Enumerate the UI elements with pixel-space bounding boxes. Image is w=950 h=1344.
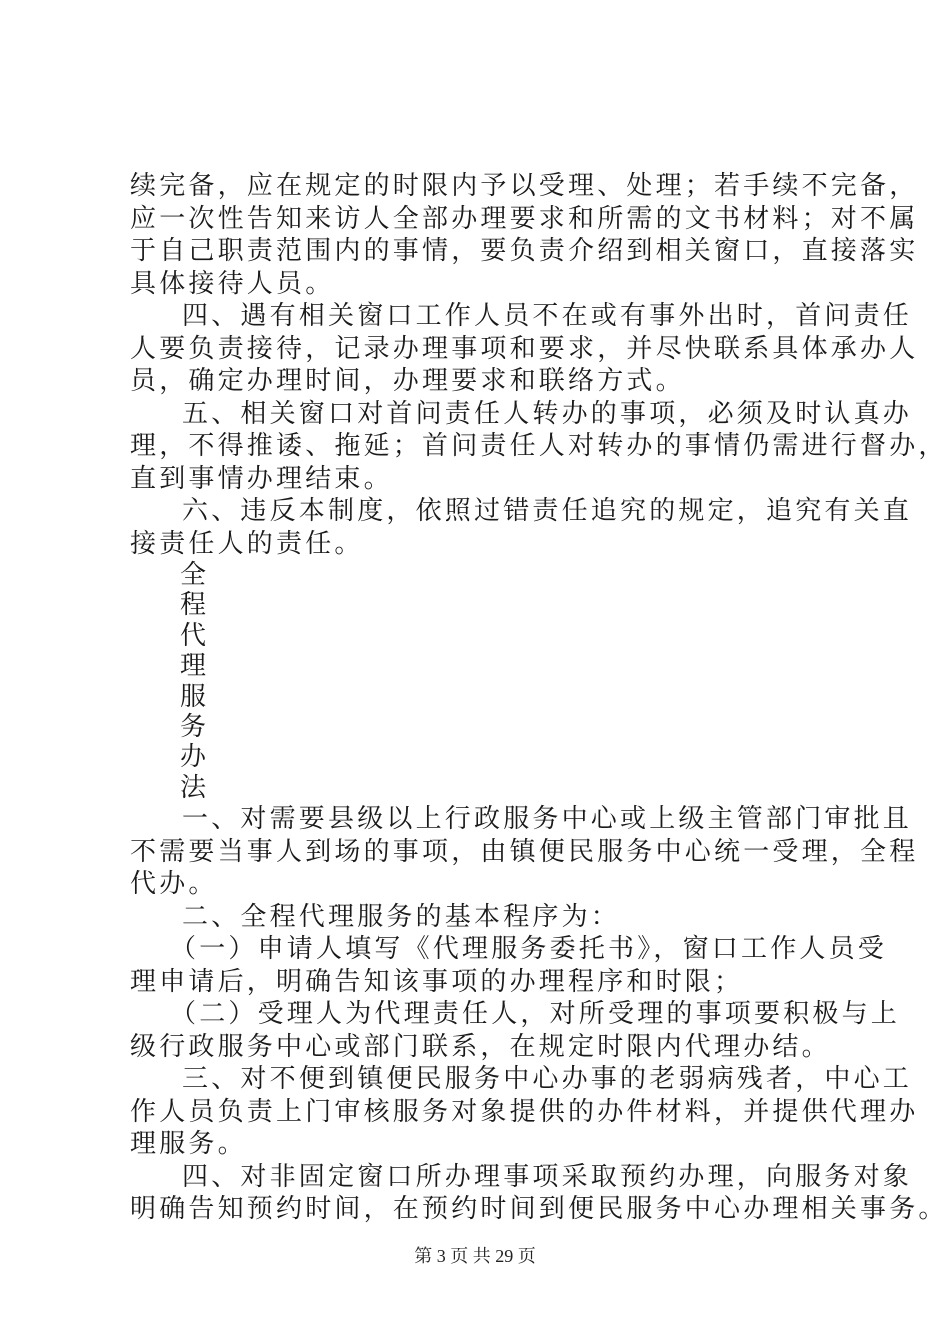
paragraph-line: 三、对不便到镇便民服务中心办事的老弱病残者，中心工 (182, 1064, 913, 1095)
paragraph-line: 一、对需要县级以上行政服务中心或上级主管部门审批且 (182, 804, 913, 835)
document-body (130, 170, 948, 1226)
paragraph-line: 于自己职责范围内的事情，要负责介绍到相关窗口，直接落实 (130, 236, 919, 266)
paragraph-line: 四、对非固定窗口所办理事项采取预约办理，向服务对象 (182, 1161, 913, 1192)
paragraph-line: 明确告知预约时间，在预约时间到便民服务中心办理相关事务。 (130, 1194, 948, 1225)
paragraph-line: 应一次性告知来访人全部办理要求和所需的文书材料；对不属 (130, 203, 919, 234)
paragraph-line: 理，不得推诿、拖延；首问责任人对转办的事情仍需进行督办， (130, 431, 948, 461)
vertical-title-char: 服 (180, 681, 207, 712)
paragraph-line: 四、遇有相关窗口工作人员不在或有事外出时，首问责任 (182, 301, 913, 331)
section-first-inquiry-rules (130, 170, 948, 560)
paragraph-line: 作人员负责上门审核服务对象提供的办件材料，并提供代理办 (130, 1096, 919, 1127)
vertical-title-char: 理 (180, 651, 207, 682)
paragraph-line: 代办。 (130, 869, 218, 900)
vertical-title-char: 代 (180, 620, 207, 651)
paragraph-line: 接责任人的责任。 (130, 528, 364, 559)
vertical-title-char: 全 (180, 560, 207, 590)
paragraph-line: （二）受理人为代理责任人，对所受理的事项要积极与上 (170, 999, 901, 1030)
paragraph-line: 人要负责接待，记录办理事项和要求，并尽快联系具体承办人 (130, 333, 919, 364)
paragraph-line: 直到事情办理结束。 (130, 463, 393, 494)
paragraph-line: 二、全程代理服务的基本程序为： (182, 901, 621, 932)
paragraph-line: 具体接待人员。 (130, 268, 335, 299)
paragraph-line: 续完备，应在规定的时限内予以受理、处理；若手续不完备， (130, 171, 919, 201)
vertical-title-char: 办 (180, 742, 207, 773)
paragraph-line: （一）申请人填写《代理服务委托书》，窗口工作人员受 (170, 934, 888, 965)
vertical-title-char: 务 (180, 711, 207, 742)
paragraph-line: 六、违反本制度，依照过错责任追究的规定，追究有关直 (182, 496, 913, 526)
paragraph-line: 员，确定办理时间，办理要求和联络方式。 (130, 366, 685, 396)
paragraph-line: 级行政服务中心或部门联系，在规定时限内代理办结。 (130, 1031, 831, 1062)
paragraph-line: 不需要当事人到场的事项，由镇便民服务中心统一受理，全程 (130, 836, 919, 867)
vertical-section-title (130, 560, 835, 803)
page-footer: 第 3 页 共 29 页 (414, 1246, 536, 1266)
section-full-agency-service (130, 803, 948, 1226)
paragraph-line: 五、相关窗口对首问责任人转办的事项，必须及时认真办 (182, 398, 913, 429)
paragraph-line: 理申请后，明确告知该事项的办理程序和时限； (130, 966, 744, 997)
paragraph-line: 理服务。 (130, 1129, 247, 1160)
vertical-title-char: 程 (180, 590, 207, 621)
vertical-title-char: 法 (180, 772, 207, 803)
